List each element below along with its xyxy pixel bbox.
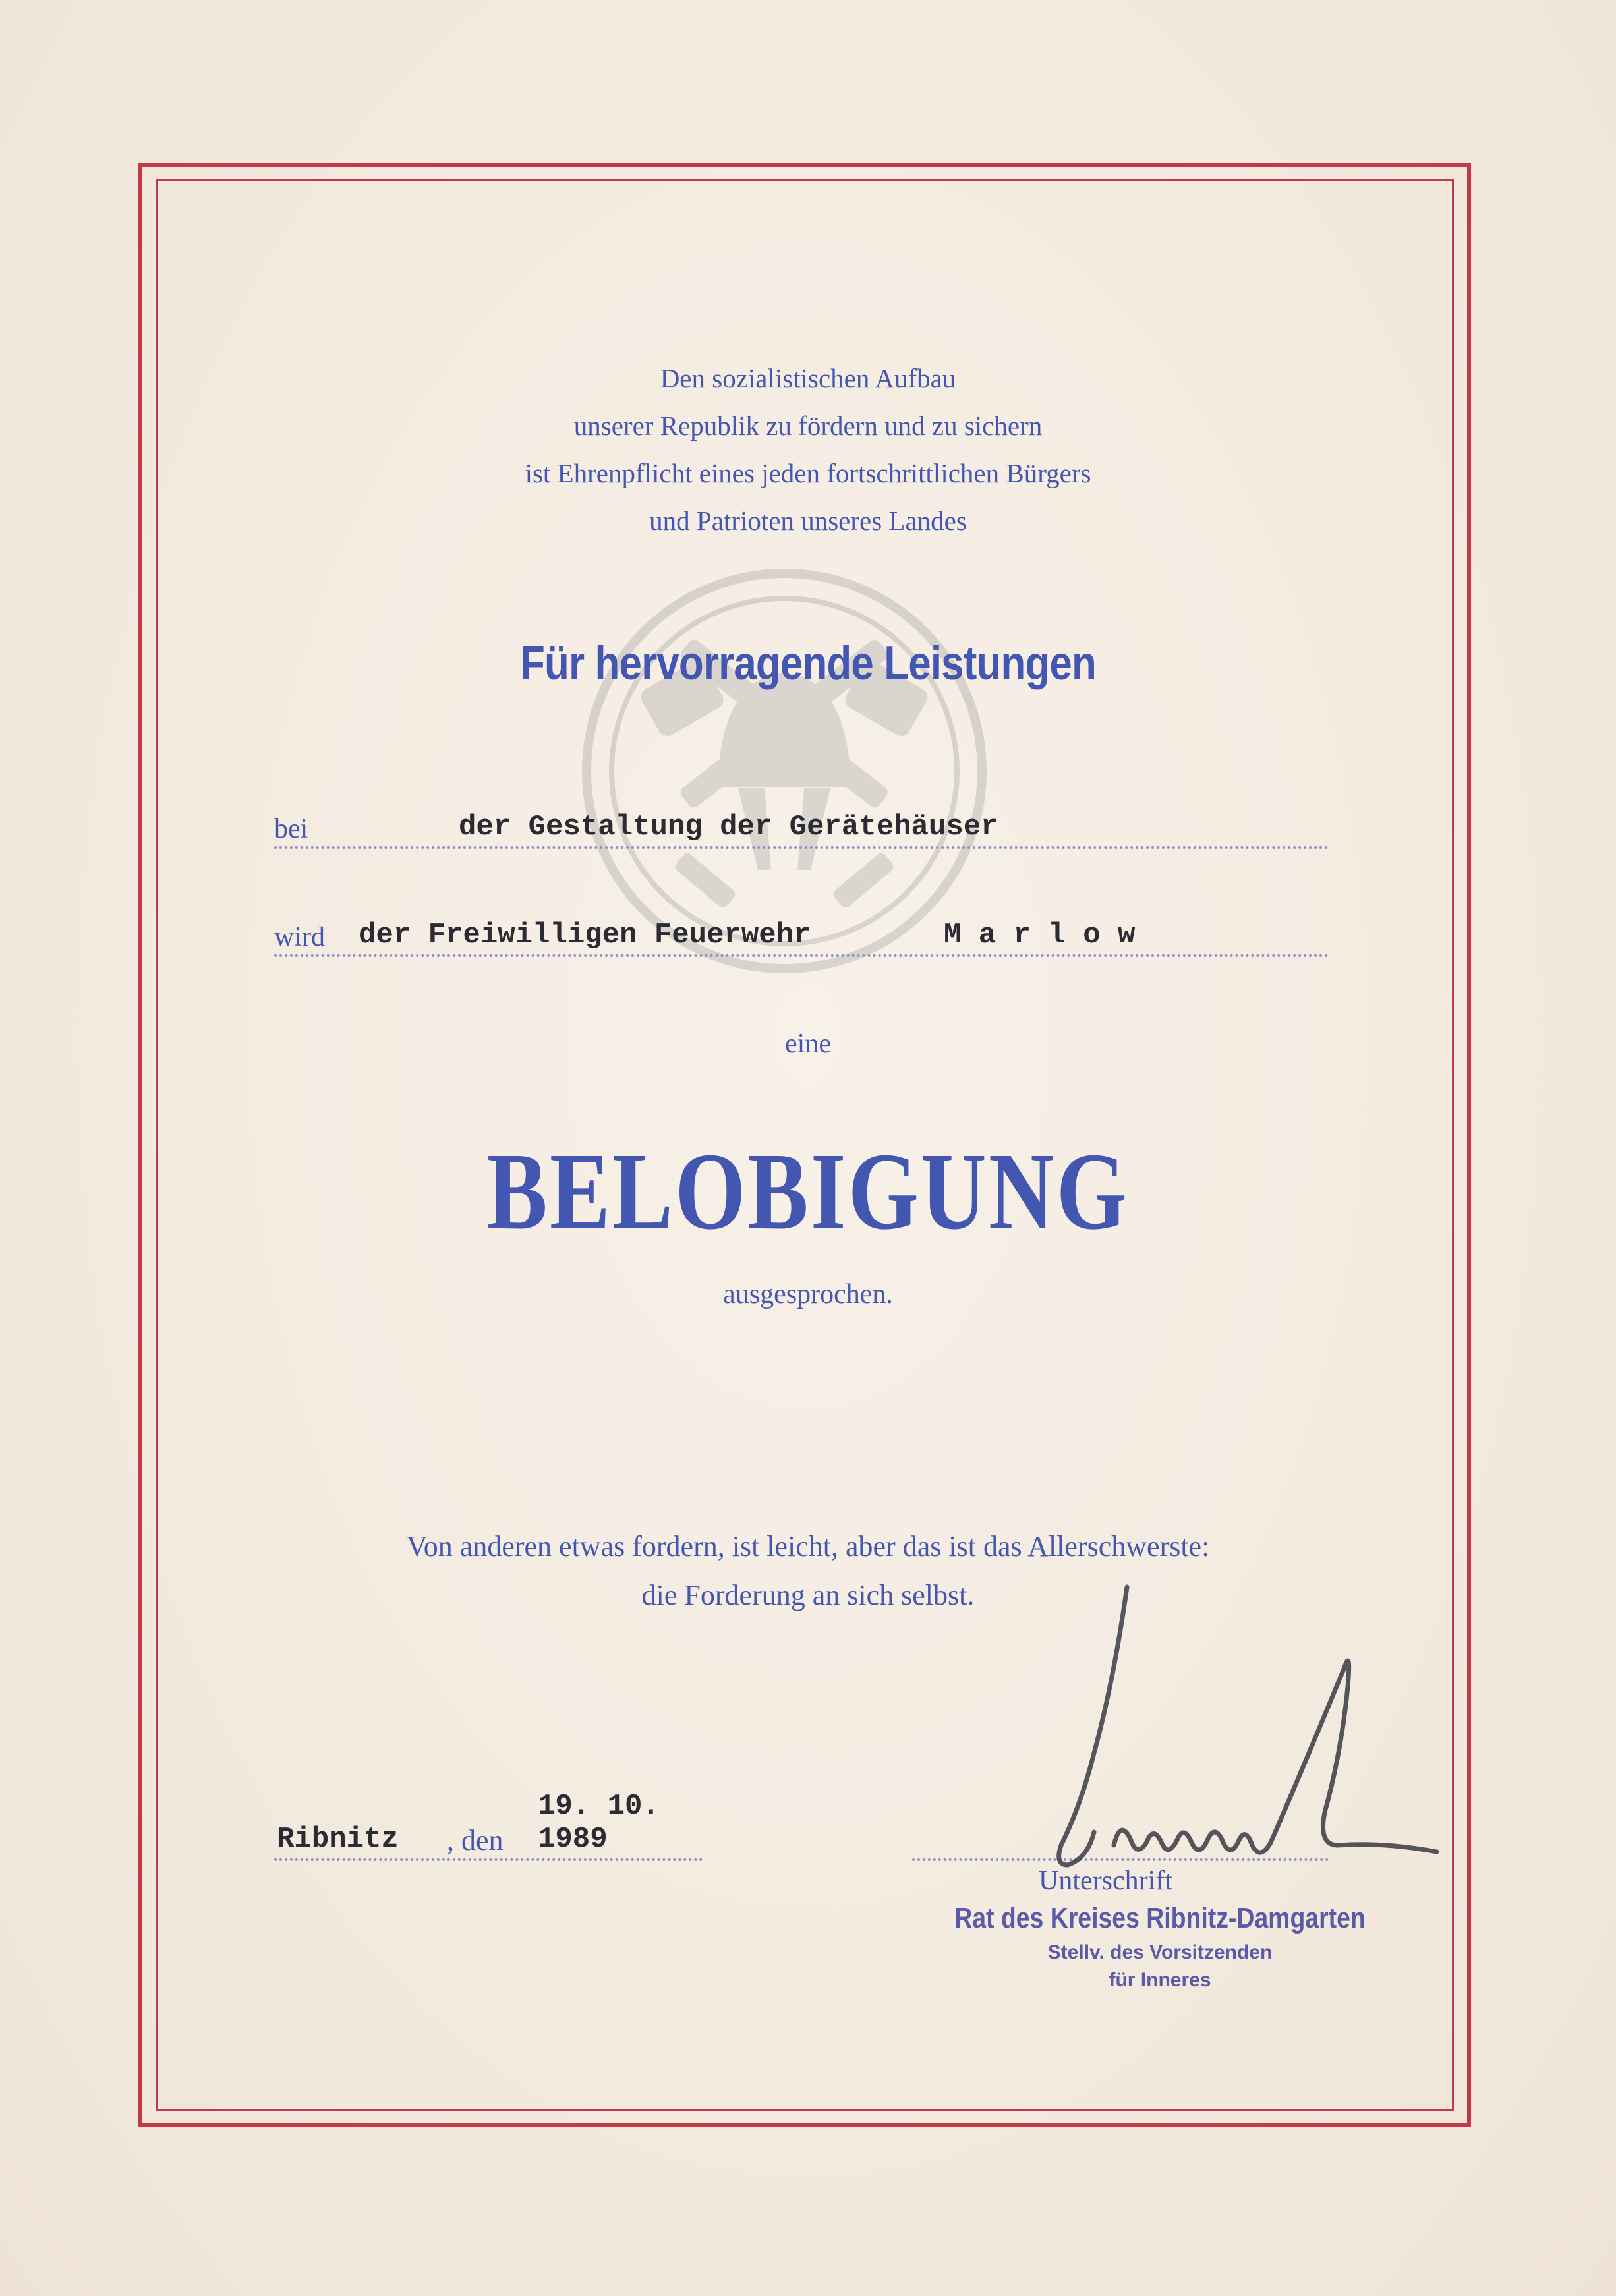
dotted-line <box>274 954 1329 957</box>
field-bei-value: der Gestaltung der Gerätehäuser <box>459 811 998 844</box>
award-heading: BELOBIGUNG <box>486 1130 1130 1253</box>
eine-text: eine <box>785 1029 831 1059</box>
den-label: , den <box>447 1824 504 1856</box>
preamble-line: ist Ehrenpflicht eines jeden fortschrittlichen Bürgers <box>525 458 1091 488</box>
dotted-line <box>274 846 1329 849</box>
field-wird-value: der Freiwilligen Feuerwehr <box>359 919 811 952</box>
place-date-row <box>274 1790 703 1861</box>
handwritten-signature <box>1015 1582 1476 1898</box>
stamp-line-2: Stellv. des Vorsitzenden <box>1047 1941 1273 1963</box>
ausgesprochen-text: ausgesprochen. <box>723 1279 893 1309</box>
quote-line: die Forderung an sich selbst. <box>641 1579 975 1611</box>
signature-label: Unterschrift <box>1039 1866 1172 1896</box>
date-value: 19. 10. 1989 <box>538 1790 660 1856</box>
field-wird-place: M a r l o w <box>944 919 1136 952</box>
dotted-line <box>274 1858 703 1861</box>
field-wird <box>274 904 1329 957</box>
certificate-title: Für hervorragende Leistungen <box>520 637 1096 690</box>
quote-line: Von anderen etwas fordern, ist leicht, aber das ist das Allerschwerste: <box>406 1530 1210 1563</box>
stamp-line-1: Rat des Kreises Ribnitz-Damgarten <box>954 1902 1366 1934</box>
place-value: Ribnitz <box>277 1823 399 1856</box>
preamble-line: und Patrioten unseres Landes <box>649 505 967 536</box>
official-stamp <box>909 1902 1410 1992</box>
field-wird-label: wird <box>274 922 325 952</box>
preamble-line: Den sozialistischen Aufbau <box>660 363 956 393</box>
field-bei-label: bei <box>274 814 308 844</box>
preamble-line: unserer Republik zu fördern und zu sichern <box>573 411 1043 441</box>
field-bei <box>274 796 1329 849</box>
stamp-line-3: für Inneres <box>1109 1969 1211 1991</box>
preamble-text <box>0 355 1616 544</box>
